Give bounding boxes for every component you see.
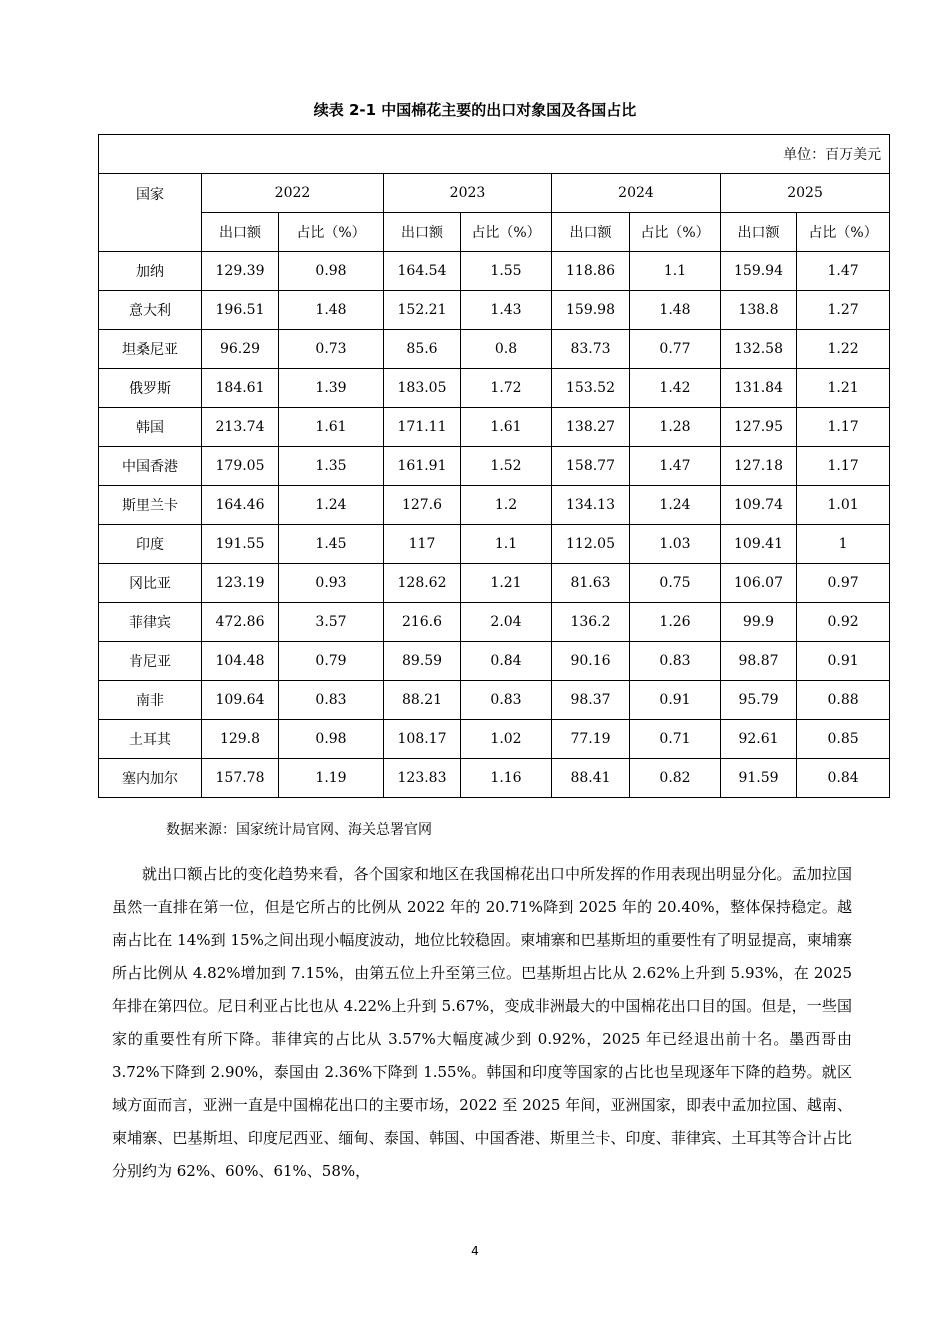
share-header: 占比（%）: [630, 213, 721, 252]
export-value-cell: 153.52: [552, 369, 630, 408]
share-value-cell: 2.04: [461, 603, 552, 642]
export-value-cell: 88.41: [552, 759, 630, 798]
share-value-cell: 0.93: [279, 564, 384, 603]
export-value-cell: 127.95: [721, 408, 797, 447]
year-header-2023: 2023: [384, 174, 552, 213]
table-row: [99, 759, 890, 798]
country-cell: 肯尼亚: [99, 642, 202, 681]
share-value-cell: 0.79: [279, 642, 384, 681]
export-value-cell: 77.19: [552, 720, 630, 759]
share-value-cell: 1.61: [279, 408, 384, 447]
table-row: [99, 252, 890, 291]
export-header: 出口额: [721, 213, 797, 252]
export-value-cell: 104.48: [202, 642, 279, 681]
share-value-cell: 0.75: [630, 564, 721, 603]
share-value-cell: 0.84: [461, 642, 552, 681]
country-cell: 加纳: [99, 252, 202, 291]
export-value-cell: 159.98: [552, 291, 630, 330]
export-value-cell: 136.2: [552, 603, 630, 642]
export-value-cell: 164.54: [384, 252, 461, 291]
share-value-cell: 1.17: [797, 408, 890, 447]
share-value-cell: 1.22: [797, 330, 890, 369]
share-value-cell: 0.77: [630, 330, 721, 369]
table-row: [99, 564, 890, 603]
share-value-cell: 1.1: [461, 525, 552, 564]
country-cell: 坦桑尼亚: [99, 330, 202, 369]
export-table: [98, 134, 890, 798]
table-row: [99, 486, 890, 525]
country-cell: 菲律宾: [99, 603, 202, 642]
share-value-cell: 1.39: [279, 369, 384, 408]
export-value-cell: 184.61: [202, 369, 279, 408]
table-row: [99, 408, 890, 447]
share-value-cell: 0.98: [279, 252, 384, 291]
country-cell: 土耳其: [99, 720, 202, 759]
country-cell: 印度: [99, 525, 202, 564]
unit-row: [99, 135, 890, 174]
country-cell: 南非: [99, 681, 202, 720]
share-value-cell: 0.88: [797, 681, 890, 720]
share-value-cell: 1.24: [630, 486, 721, 525]
share-value-cell: 1.52: [461, 447, 552, 486]
share-value-cell: 1.72: [461, 369, 552, 408]
share-value-cell: 0.8: [461, 330, 552, 369]
share-header: 占比（%）: [461, 213, 552, 252]
share-value-cell: 0.97: [797, 564, 890, 603]
country-cell: 塞内加尔: [99, 759, 202, 798]
country-cell: 意大利: [99, 291, 202, 330]
share-value-cell: 1.42: [630, 369, 721, 408]
export-value-cell: 159.94: [721, 252, 797, 291]
share-value-cell: 1.21: [797, 369, 890, 408]
page-number: 4: [471, 1244, 479, 1258]
export-value-cell: 127.18: [721, 447, 797, 486]
export-value-cell: 161.91: [384, 447, 461, 486]
export-value-cell: 132.58: [721, 330, 797, 369]
export-value-cell: 152.21: [384, 291, 461, 330]
unit-label: 单位：百万美元: [99, 135, 890, 174]
share-value-cell: 1.2: [461, 486, 552, 525]
export-value-cell: 158.77: [552, 447, 630, 486]
export-value-cell: 123.83: [384, 759, 461, 798]
export-header: 出口额: [552, 213, 630, 252]
share-value-cell: 1.45: [279, 525, 384, 564]
export-value-cell: 213.74: [202, 408, 279, 447]
share-value-cell: 0.98: [279, 720, 384, 759]
export-value-cell: 171.11: [384, 408, 461, 447]
export-value-cell: 106.07: [721, 564, 797, 603]
body-text: [112, 858, 852, 1188]
export-value-cell: 99.9: [721, 603, 797, 642]
share-value-cell: 1.48: [279, 291, 384, 330]
export-value-cell: 138.8: [721, 291, 797, 330]
share-value-cell: 1.35: [279, 447, 384, 486]
share-value-cell: 1.24: [279, 486, 384, 525]
share-value-cell: 0.85: [797, 720, 890, 759]
export-value-cell: 95.79: [721, 681, 797, 720]
export-value-cell: 157.78: [202, 759, 279, 798]
share-value-cell: 1.55: [461, 252, 552, 291]
export-value-cell: 164.46: [202, 486, 279, 525]
table-row: [99, 681, 890, 720]
export-value-cell: 117: [384, 525, 461, 564]
share-value-cell: 0.71: [630, 720, 721, 759]
share-value-cell: 1.48: [630, 291, 721, 330]
export-value-cell: 109.41: [721, 525, 797, 564]
export-value-cell: 128.62: [384, 564, 461, 603]
body-paragraph: 就出口额占比的变化趋势来看，各个国家和地区在我国棉花出口中所发挥的作用表现出明显分化。孟加拉国虽然一直排在第一位，但是它所占的比例从 2022 年的 20.71%降到 2025 年的 20.40%，整体保持稳定。越南占比在 14%到 15%之间出现小幅度波动，地位比较稳固。柬埔寨和巴基斯坦的重要性有了明显提高，柬埔寨所占比例从 4.82%增加到 7.15%，由第五位上升至第三位。巴基斯坦占比从 2.62%上升到 5.93%，在 2025 年排在第四位。尼日利亚占比也从 4.22%上升到 5.67%，变成非洲最大的中国棉花出口目的国。但是，一些国家的重要性有所下降。菲律宾的占比从 3.57%大幅度减少到 0.92%，2025 年已经退出前十名。墨西哥由 3.72%下降到 2.90%，泰国由 2.36%下降到 1.55%。韩国和印度等国家的占比也呈现逐年下降的趋势。就区域方面而言，亚洲一直是中国棉花出口的主要市场，2022 至 2025 年间，亚洲国家，即表中孟加拉国、越南、柬埔寨、巴基斯坦、印度尼西亚、缅甸、泰国、韩国、中国香港、斯里兰卡、印度、菲律宾、土耳其等合计占比分别约为 62%、60%、61%、58%，: [112, 865, 852, 1180]
share-value-cell: 0.92: [797, 603, 890, 642]
sub-header-row: [99, 213, 890, 252]
table-row: [99, 369, 890, 408]
table-row: [99, 642, 890, 681]
share-value-cell: 1.16: [461, 759, 552, 798]
year-header-2022: 2022: [202, 174, 384, 213]
year-header-row: [99, 174, 890, 213]
export-value-cell: 472.86: [202, 603, 279, 642]
share-value-cell: 1.43: [461, 291, 552, 330]
country-cell: 韩国: [99, 408, 202, 447]
share-value-cell: 0.83: [279, 681, 384, 720]
data-source-note: 数据来源：国家统计局官网、海关总署官网: [166, 822, 432, 838]
share-value-cell: 1.61: [461, 408, 552, 447]
export-header: 出口额: [202, 213, 279, 252]
share-value-cell: 1.26: [630, 603, 721, 642]
table-row: [99, 330, 890, 369]
export-value-cell: 129.8: [202, 720, 279, 759]
share-value-cell: 1.1: [630, 252, 721, 291]
share-value-cell: 1.28: [630, 408, 721, 447]
country-cell: 俄罗斯: [99, 369, 202, 408]
share-value-cell: 1.17: [797, 447, 890, 486]
table-row: [99, 525, 890, 564]
country-header: 国家: [99, 174, 202, 252]
table-row: [99, 720, 890, 759]
year-header-2025: 2025: [721, 174, 890, 213]
table-row: [99, 291, 890, 330]
export-value-cell: 88.21: [384, 681, 461, 720]
export-value-cell: 118.86: [552, 252, 630, 291]
share-value-cell: 0.91: [797, 642, 890, 681]
export-value-cell: 92.61: [721, 720, 797, 759]
export-value-cell: 123.19: [202, 564, 279, 603]
share-header: 占比（%）: [279, 213, 384, 252]
export-value-cell: 129.39: [202, 252, 279, 291]
export-value-cell: 81.63: [552, 564, 630, 603]
share-value-cell: 1.27: [797, 291, 890, 330]
share-value-cell: 1.03: [630, 525, 721, 564]
table-title: 续表 2-1 中国棉花主要的出口对象国及各国占比: [313, 101, 637, 119]
export-value-cell: 85.6: [384, 330, 461, 369]
share-value-cell: 1.19: [279, 759, 384, 798]
country-cell: 斯里兰卡: [99, 486, 202, 525]
share-value-cell: 1.21: [461, 564, 552, 603]
export-value-cell: 98.87: [721, 642, 797, 681]
country-cell: 冈比亚: [99, 564, 202, 603]
share-value-cell: 0.73: [279, 330, 384, 369]
share-value-cell: 0.82: [630, 759, 721, 798]
export-value-cell: 83.73: [552, 330, 630, 369]
table-row: [99, 447, 890, 486]
export-value-cell: 109.74: [721, 486, 797, 525]
export-value-cell: 89.59: [384, 642, 461, 681]
export-value-cell: 109.64: [202, 681, 279, 720]
share-value-cell: 1: [797, 525, 890, 564]
share-value-cell: 0.84: [797, 759, 890, 798]
table-row: [99, 603, 890, 642]
export-value-cell: 138.27: [552, 408, 630, 447]
export-value-cell: 91.59: [721, 759, 797, 798]
export-value-cell: 191.55: [202, 525, 279, 564]
export-value-cell: 108.17: [384, 720, 461, 759]
share-value-cell: 0.83: [630, 642, 721, 681]
share-value-cell: 1.47: [630, 447, 721, 486]
export-value-cell: 96.29: [202, 330, 279, 369]
export-value-cell: 216.6: [384, 603, 461, 642]
year-header-2024: 2024: [552, 174, 721, 213]
share-value-cell: 1.02: [461, 720, 552, 759]
export-value-cell: 183.05: [384, 369, 461, 408]
export-header: 出口额: [384, 213, 461, 252]
export-value-cell: 196.51: [202, 291, 279, 330]
share-value-cell: 3.57: [279, 603, 384, 642]
share-header: 占比（%）: [797, 213, 890, 252]
export-value-cell: 127.6: [384, 486, 461, 525]
share-value-cell: 1.01: [797, 486, 890, 525]
export-value-cell: 112.05: [552, 525, 630, 564]
country-cell: 中国香港: [99, 447, 202, 486]
export-value-cell: 98.37: [552, 681, 630, 720]
export-value-cell: 134.13: [552, 486, 630, 525]
share-value-cell: 1.47: [797, 252, 890, 291]
share-value-cell: 0.91: [630, 681, 721, 720]
export-value-cell: 90.16: [552, 642, 630, 681]
share-value-cell: 0.83: [461, 681, 552, 720]
export-value-cell: 131.84: [721, 369, 797, 408]
export-value-cell: 179.05: [202, 447, 279, 486]
